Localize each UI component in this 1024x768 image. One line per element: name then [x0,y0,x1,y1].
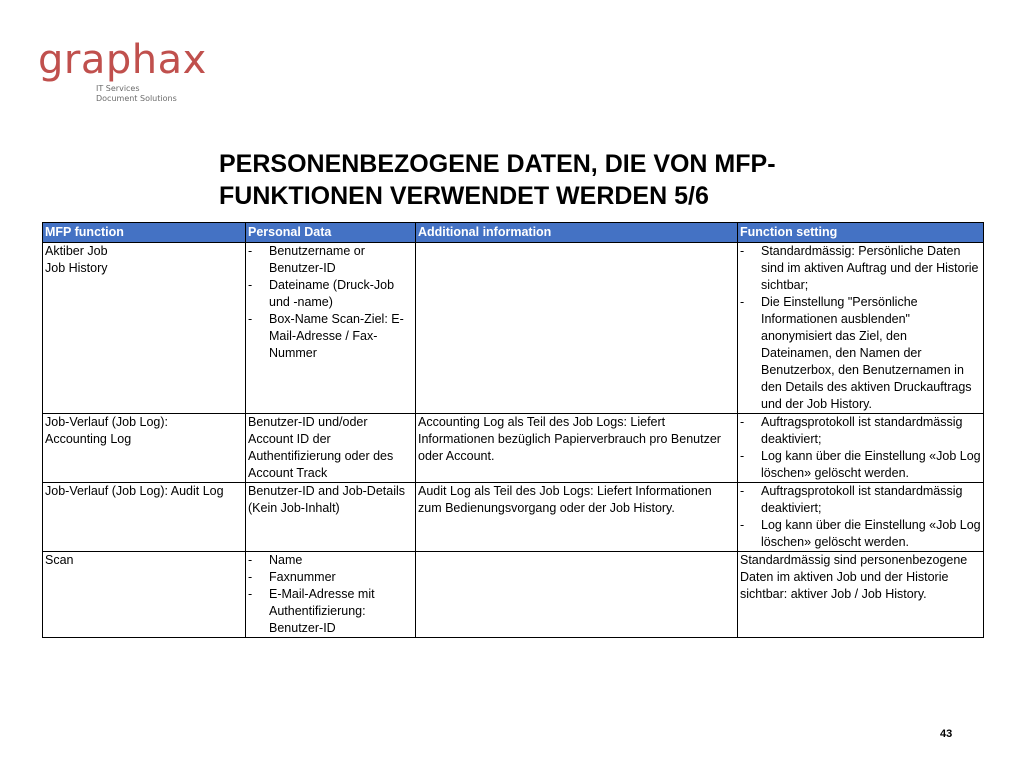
cell-additional-information [416,552,738,638]
bullet-dash: - [248,278,253,292]
bullet-dash: - [248,244,253,258]
table-header-row [43,223,984,243]
table-row [43,483,984,552]
bullet-item [248,552,413,569]
bullet-dash: - [248,553,253,567]
cell-mfp-function [43,243,246,414]
header-mfp-function: MFP function [43,223,246,243]
table-row [43,243,984,414]
company-logo [38,38,207,104]
data-table [42,222,984,638]
bullet-item [248,311,413,362]
bullet-item [740,414,981,448]
bullet-text: Die Einstellung "Persönliche Informationen ausblenden" anonymisiert das Ziel, den Dateinamen, den Namen der Benutzerbox, den Benutzernamen in den Details des aktiven Druckauftrags und der Job History. [761,295,972,411]
bullet-text: E-Mail-Adresse mit Authentifizierung: Benutzer-ID [269,587,375,635]
cell-function-setting [738,414,984,483]
table-row [43,552,984,638]
bullet-item [740,294,981,413]
slide-title-line-1: PERSONENBEZOGENE DATEN, DIE VON MFP- [219,150,776,178]
cell-mfp-function: Job-Verlauf (Job Log): Audit Log [43,483,246,552]
bullet-dash: - [740,449,745,463]
table-row [43,414,984,483]
header-additional-information: Additional information [416,223,738,243]
cell-personal-data [246,243,416,414]
bullet-dash: - [248,570,253,584]
bullet-text: Faxnummer [269,570,336,584]
cell-function-setting: Standardmässig sind personenbezogene Daten im aktiven Job und der Historie sichtbar: aktiver Job / Job History. [738,552,984,638]
logo-tagline-line-1: IT Services [96,84,140,93]
cell-text: Job-Verlauf (Job Log): [45,415,168,429]
cell-mfp-function: Scan [43,552,246,638]
cell-personal-data: Benutzer-ID und/oder Account ID der Authentifizierung oder des Account Track [246,414,416,483]
slide-title [219,148,899,212]
cell-personal-data: Benutzer-ID and Job-Details (Kein Job-Inhalt) [246,483,416,552]
bullet-text: Log kann über die Einstellung «Job Log löschen» gelöscht werden. [761,449,981,480]
bullet-item [740,483,981,517]
bullet-item [248,586,413,637]
page-number: 43 [940,728,953,740]
bullet-text: Box-Name Scan-Ziel: E-Mail-Adresse / Fax-Nummer [269,312,404,360]
bullet-text: Auftragsprotokoll ist standardmässig deaktiviert; [761,415,963,446]
slide-title-line-2: FUNKTIONEN VERWENDET WERDEN 5/6 [219,182,709,210]
bullet-item [740,243,981,294]
bullet-dash: - [740,484,745,498]
bullet-dash: - [740,244,745,258]
bullet-item [740,448,981,482]
bullet-dash: - [740,518,745,532]
bullet-dash: - [248,587,253,601]
header-function-setting: Function setting [738,223,984,243]
bullet-dash: - [740,295,745,309]
bullet-dash: - [248,312,253,326]
bullet-text: Log kann über die Einstellung «Job Log löschen» gelöscht werden. [761,518,981,549]
bullet-text: Name [269,553,303,567]
cell-function-setting [738,483,984,552]
cell-additional-information: Accounting Log als Teil des Job Logs: Liefert Informationen bezüglich Papierverbrauch pro Benutzer oder Account. [416,414,738,483]
cell-text: Job History [45,261,108,275]
bullet-text: Standardmässig: Persönliche Daten sind im aktiven Auftrag und der Historie sichtbar; [761,244,979,292]
cell-text: Aktiber Job [45,244,108,258]
logo-wordmark: graphax [38,37,207,83]
cell-mfp-function [43,414,246,483]
bullet-item [740,517,981,551]
cell-text: Accounting Log [45,432,132,446]
header-personal-data: Personal Data [246,223,416,243]
bullet-item [248,243,413,277]
bullet-item [248,277,413,311]
cell-personal-data [246,552,416,638]
bullet-item [248,569,413,586]
bullet-text: Auftragsprotokoll ist standardmässig deaktiviert; [761,484,963,515]
cell-additional-information: Audit Log als Teil des Job Logs: Liefert Informationen zum Bedienungsvorgang oder der Job History. [416,483,738,552]
logo-tagline-line-2: Document Solutions [96,94,177,103]
cell-function-setting [738,243,984,414]
logo-tagline [96,84,207,104]
bullet-text: Dateiname (Druck-Job und -name) [269,278,395,309]
bullet-dash: - [740,415,745,429]
cell-additional-information [416,243,738,414]
bullet-text: Benutzername or Benutzer-ID [269,244,365,275]
